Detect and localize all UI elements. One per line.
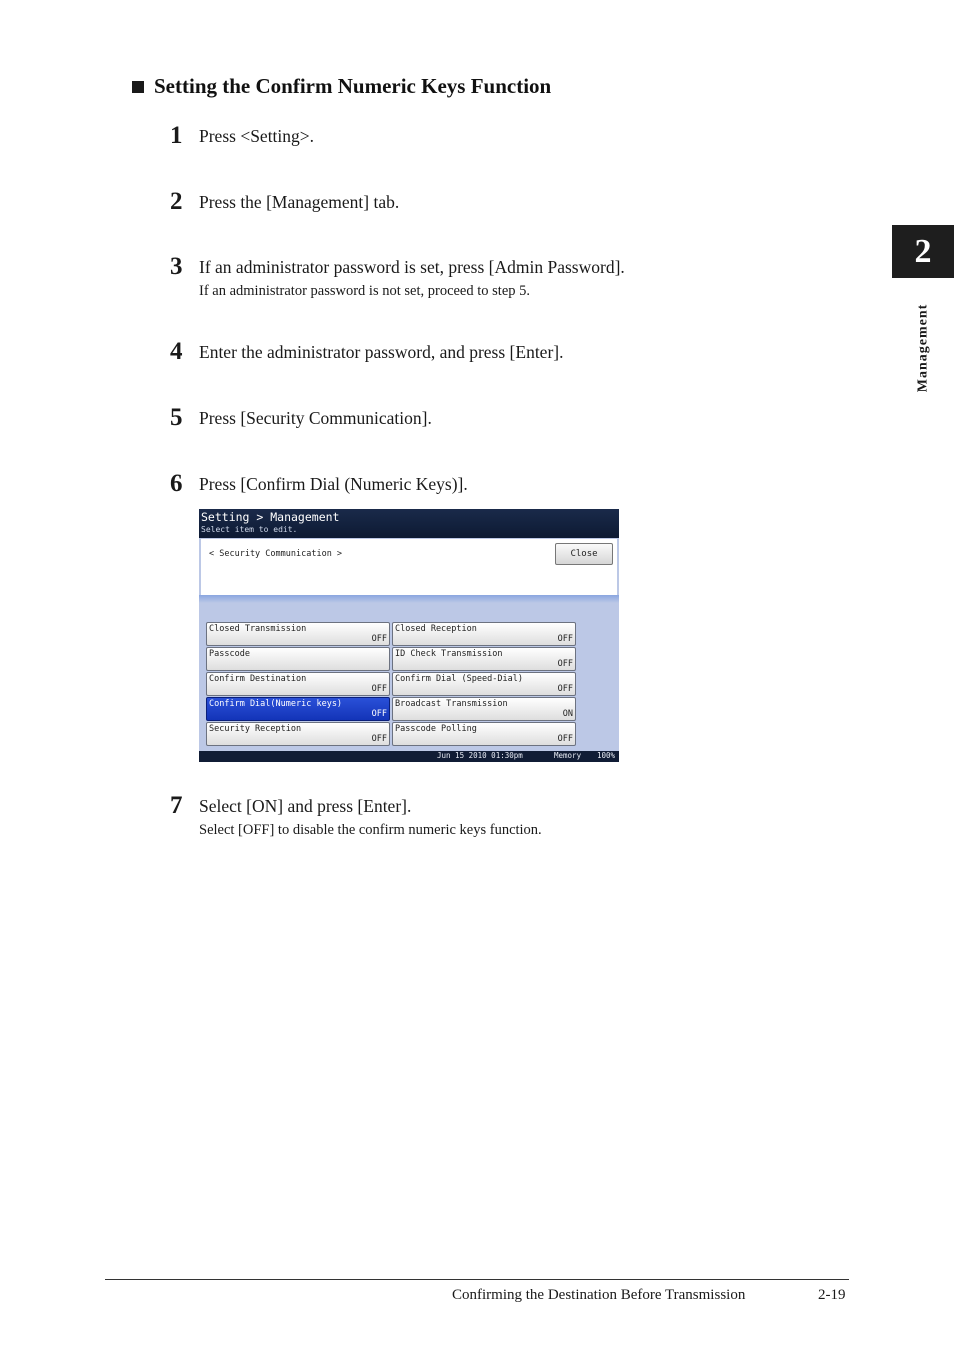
section-heading: [132, 74, 551, 99]
id-check-transmission-button[interactable]: ID Check Transmission OFF: [392, 647, 576, 671]
step-text: Press [Confirm Dial (Numeric Keys)].: [199, 474, 468, 494]
step-note: If an administrator password is not set, proceed to step 5.: [199, 283, 531, 299]
confirm-destination-button[interactable]: Confirm Destination OFF: [206, 672, 390, 696]
passcode-button[interactable]: Passcode: [206, 647, 390, 671]
step-note: Select [OFF] to disable the confirm numeric keys function.: [199, 822, 542, 838]
closed-reception-button[interactable]: Closed Reception OFF: [392, 622, 576, 646]
step-text: Press the [Management] tab.: [199, 192, 400, 212]
screen-title: Setting > Management: [201, 510, 340, 524]
step-text: Select [ON] and press [Enter].: [199, 796, 412, 816]
section-heading-text: Setting the Confirm Numeric Keys Function: [154, 74, 552, 98]
chapter-number: 2: [914, 232, 932, 270]
step-number: 7: [170, 792, 183, 819]
screen-subtitle: Select item to edit.: [201, 525, 298, 534]
broadcast-transmission-button[interactable]: Broadcast Transmission ON: [392, 697, 576, 721]
footer-title: Confirming the Destination Before Transmission: [452, 1287, 746, 1303]
step-number: 1: [170, 122, 183, 149]
device-screen: [199, 509, 619, 762]
chapter-tab: [892, 225, 954, 278]
step-text: Press [Security Communication].: [199, 408, 432, 428]
square-bullet-icon: [132, 81, 144, 93]
screen-panel: [201, 539, 617, 596]
status-memory-label: Memory: [554, 751, 582, 760]
step-number: 4: [170, 338, 183, 365]
breadcrumb: < Security Communication >: [209, 549, 343, 559]
confirm-dial-numeric-keys-button[interactable]: Confirm Dial(Numeric keys) OFF: [206, 697, 390, 721]
step-number: 5: [170, 404, 183, 431]
footer-divider: [105, 1279, 849, 1280]
step-text: If an administrator password is set, press [Admin Password].: [199, 257, 625, 277]
status-datetime: Jun 15 2010 01:30pm: [437, 751, 523, 760]
confirm-dial-speed-dial-button[interactable]: Confirm Dial (Speed-Dial) OFF: [392, 672, 576, 696]
close-button[interactable]: Close: [555, 543, 613, 565]
page-number: 2-19: [818, 1287, 846, 1303]
status-bar: [199, 751, 619, 762]
chapter-label-text: Management: [915, 303, 931, 392]
status-memory-value: 100%: [597, 751, 616, 760]
step-number: 3: [170, 253, 183, 280]
screen-header: [199, 509, 619, 538]
chapter-label: [912, 290, 934, 405]
step-text: Enter the administrator password, and press [Enter].: [199, 342, 564, 362]
step-number: 6: [170, 470, 183, 497]
screen-divider: [199, 595, 619, 603]
security-reception-button[interactable]: Security Reception OFF: [206, 722, 390, 746]
step-text: Press <Setting>.: [199, 126, 315, 146]
passcode-polling-button[interactable]: Passcode Polling OFF: [392, 722, 576, 746]
closed-transmission-button[interactable]: Closed Transmission OFF: [206, 622, 390, 646]
step-number: 2: [170, 188, 183, 215]
